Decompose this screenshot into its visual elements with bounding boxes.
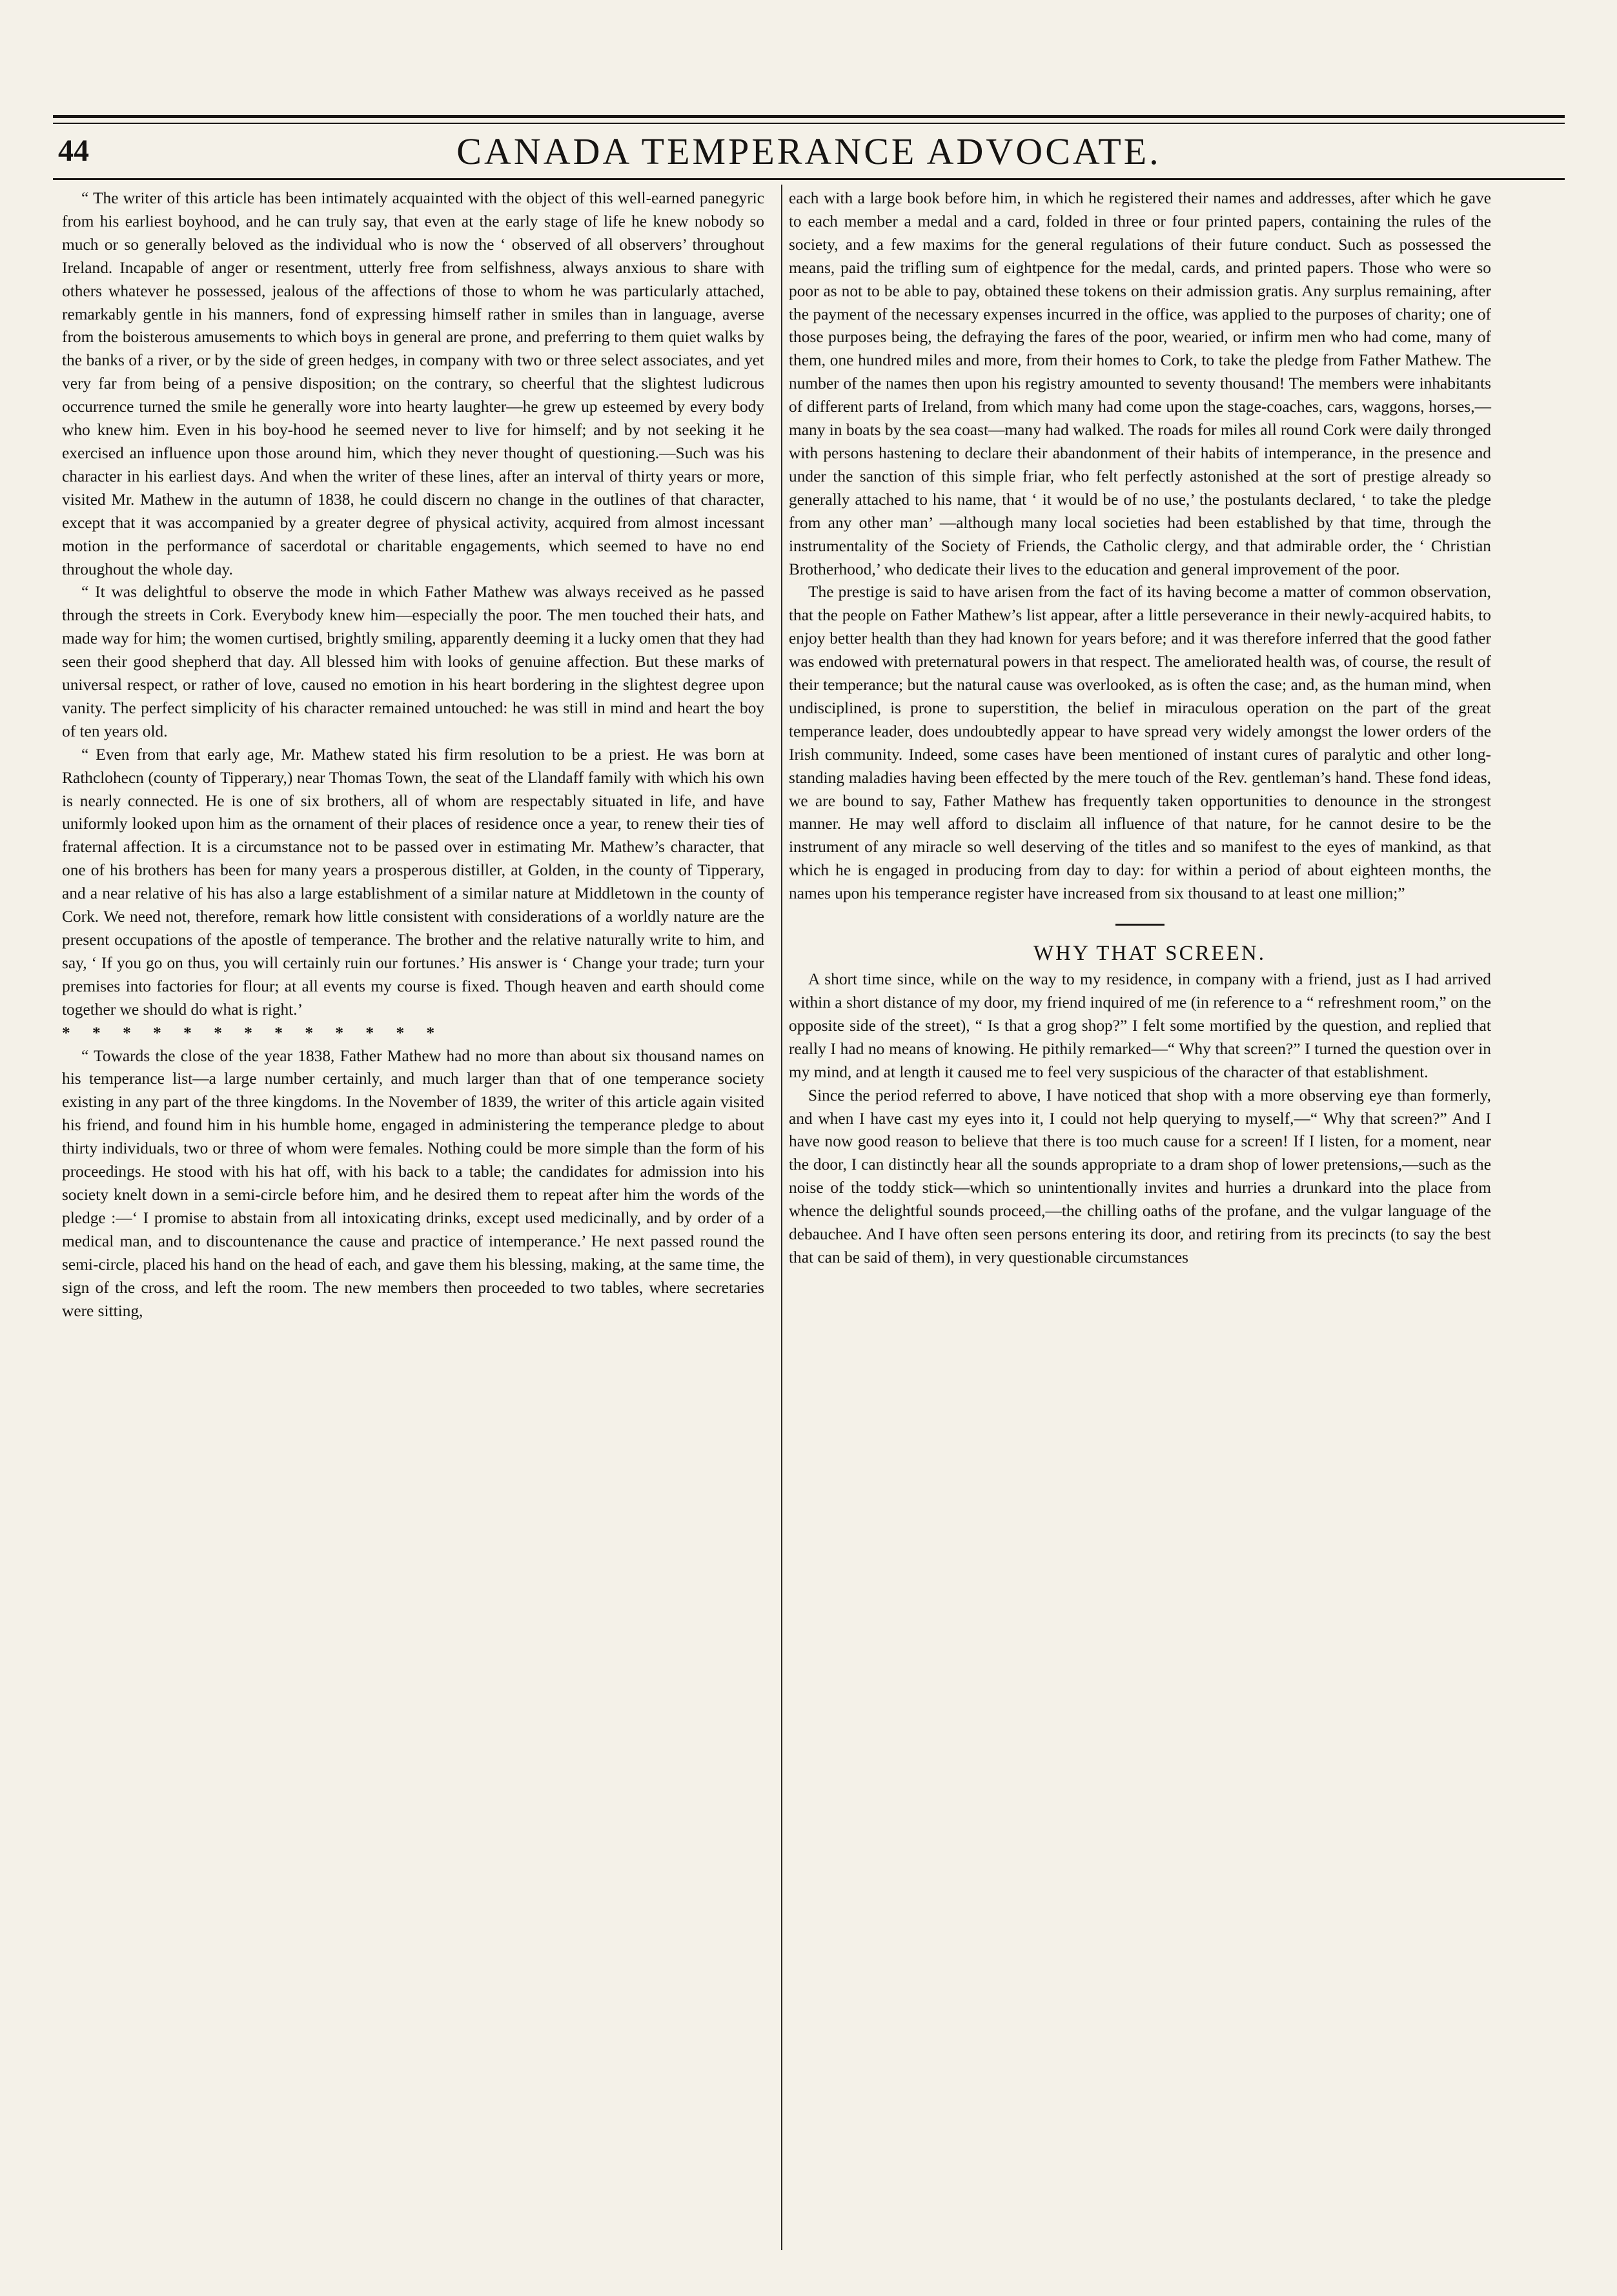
paragraph: Since the period referred to above, I have noticed that shop with a more observing eye than formerly, and when I have cast my eyes into it, I could not help querying to myself,—“ Why that screen?” And I have now good reason to believe that there is too much cause for a screen! If I listen, for a moment, near the door, I can distinctly hear all the sounds appropriate to a dram shop of lower pretensions,—such as the noise of the toddy stick—which so unintentionally invites and hurries a drunkard into the place from whence the delightful sounds proceed,—the chilling oaths of the profane, and the vulgar language of the debauchee. And I have often seen persons entering its door, and retiring from its precincts (to say the best that can be said of them), in very questionable circumstances (789, 1086, 1491, 1266)
paragraph: The prestige is said to have arisen from the fact of its having become a matter of common observation, that the people on Father Mathew’s list appear, after a little perseverance in their newly-acquired habits, to enjoy better health than they had known for years before; and it was therefore inferred that the good father was endowed with preternatural powers in that respect. The ameliorated health was, of course, the result of their temperance; but the natural cause was overlooked, as is often the case; and, as the human mind, when undisciplined, is prone to superstition, the belief in miraculous operation on the part of the great temperance leader, does undoubtedly appear to have spread very widely amongst the lower orders of the Irish community. Indeed, some cases have been mentioned of instant cures of paralytic and other long-standing maladies having been effected by the mere touch of the Rev. gentleman’s hand. These fond ideas, we are bound to say, Father Mathew has frequently taken opportunities to denounce in the strongest manner. He may well afford to disclaim all influence of that nature, for he cannot desire to be the instrument of any miracle so well deserving of the titles and so manifest to the eyes of mankind, as that which he is engaged in producing from day to day: for within a period of about eighteen months, the names upon his temperance register have increased from six thousand to at least one million;” (789, 583, 1491, 903)
page-number: 44 (58, 134, 89, 168)
paragraph: “ Towards the close of the year 1838, Father Mathew had no more than about six thousand names on his temperance list—a large number certainly, and much larger than that of one temperance society existing in any part of the three kingdoms. In the November of 1839, the writer of this article again visited his friend, and found him in his humble home, engaged in administering the temperance pledge to about thirty individuals, two or three of whom were females. Nothing could be more simple than the form of his proceedings. He stood with his hat off, with his back to a table; the candidates for admission into his society knelt down in a semi-circle before him, and he desired them to repeat after him the words of the pledge :—‘ I promise to abstain from all intoxicating drinks, except used medicinally, and by order of a medical man, and to discountenance the cause and practice of intemperance.’ He next passed round the semi-circle, placed his hand on the head of each, and gave them his blessing, making, at the same time, the sign of the cross, and left the room. The new members then proceeded to two tables, where secretaries were sitting, (62, 1046, 764, 1320)
page-header (53, 128, 1565, 176)
asterisk-separator: * * * * * * * * * * * * * (62, 1023, 444, 1042)
column-divider (781, 185, 782, 2250)
article-title: WHY THAT SCREEN. (1033, 942, 1266, 966)
section-divider (1115, 924, 1164, 926)
paragraph: each with a large book before him, in which he registered their names and addresses, after which he gave to each member a medal and a card, folded in three or four printed papers, containing the rules of the society, and a few maxims for the general regulations of their future conduct. Such as possessed the means, paid the trifling sum of eightpence for the medal, cards, and printed papers. Those who were so poor as not to be able to pay, obtained these tokens on their admission gratis. Any surplus remaining, after the payment of the necessary expenses incurred in the office, was applied to the purposes of charity; one of those purposes being, the defraying the fares of the poor, wearied, or infirm men who had come, many of them, one hundred miles and more, from their homes to Cork, to take the pledge from Father Mathew. The number of the names then upon his registry amounted to seventy thousand! The members were inhabitants of different parts of Ireland, from which many had come upon the stage-coaches, cars, waggons, horses,—many in boats by the sea coast—many had walked. The roads for miles all round Cork were daily thronged with persons hastening to declare their abandonment of their habits of intemperance, in the presence and under the sanction of this simple friar, who felt perfectly astonished at the sort of prestige already so generally attached to his name, that ‘ it would be of no use,’ the postulants declared, ‘ to take the pledge from any other man’ —although many local societies had been established by that time, through the instrumentality of the Society of Friends, the Catholic clergy, and that admirable order, the ‘ Christian Brotherhood,’ who dedicate their lives to the education and general improvement of the poor. (789, 189, 1491, 578)
paragraph: “ It was delightful to observe the mode in which Father Mathew was always received as he passed through the streets in Cork. Everybody knew him—especially the poor. The men touched their hats, and made way for him; the women curtised, brightly smiling, apparently deeming it a lucky omen that they had seen their good shepherd that day. All blessed him with looks of genuine affection. But these marks of universal respect, or rather of love, caused no emotion in his heart bordering in the slightest degree upon vanity. The perfect simplicity of his character remained untouched: he was still in mind and heart the boy of ten years old. (62, 583, 765, 740)
paragraph: “ The writer of this article has been intimately acquainted with the object of this well-earned panegyric from his earliest boyhood, and he can truly say, that even at the early stage of life he knew nobody so much or so generally beloved as the individual who is now the ‘ observed of all observers’ throughout Ireland. Incapable of anger or resentment, utterly free from selfishness, always anxious to share with others whatever he possessed, jealous of the affections of those to whom he was particularly attached, remarkably gentle in his manners, fond of expressing himself rather in smiles than in language, averse from the boisterous amusements to which boys in general are prone, and preferring to them quiet walks by the banks of a river, or by the side of green hedges, in company with two or three select associates, and yet very far from being of a pensive disposition; on the contrary, so cheerful that the slightest ludicrous occurrence turned the smile he generally wore into hearty laughter—he grew up esteemed by every body who knew him. Even in his boy-hood he seemed never to live for himself; and by not seeking it he exercised an influence upon those around him, which they never thought of questioning.—Such was his character in his earliest days. And when the writer of these lines, after an interval of thirty years or more, visited Mr. Mathew in the autumn of 1838, he could discern no change in the outlines of that character, except that it was accompanied by a greater degree of physical activity, acquired from almost incessant motion in the performance of sacerdotal or charitable engagements, which seemed to have no end throughout the whole day. (62, 189, 764, 578)
paragraph: “ Even from that early age, Mr. Mathew stated his firm resolution to be a priest. He was born at Rathclohecn (county of Tipperary,) near Thomas Town, the seat of the Llandaff family with which his own is nearly connected. He is one of six brothers, all of whom are respectably situated in life, and have uniformly looked upon him as the ornament of their places of residence once a year, to renew their ties of fraternal affection. It is a circumstance not to be passed over in estimating Mr. Mathew’s character, that one of his brothers has been for many years a prosperous distiller, at Golden, in the county of Tipperary, and a near relative of his has also a large establishment of a similar nature at Middletown in the county of Cork. We need not, therefore, remark how little consistent with considerations of a worldly nature are the present occupations of the apostle of temperance. The brother and the relative naturally write to him, and say, ‘ If you go on thus, you will certainly ruin our fortunes.’ His answer is ‘ Change your trade; turn your premises into factories for flour; at all events my course is fixed. Though heaven and earth should come together we should do what is right.’ (62, 745, 764, 1019)
paragraph: A short time since, while on the way to my residence, in company with a friend, just as I had arrived within a short distance of my door, my friend inquired of me (in reference to a “ refreshment room,” on the opposite side of the street), “ Is that a grog shop?” I felt some mortified by the question, and replied that really I had no means of knowing. He pithily remarked—“ Why that screen?” I turned the question over in my mind, and at length it caused me to feel very suspicious of the character of that establishment. (789, 970, 1491, 1081)
left-column (62, 187, 764, 1323)
masthead-title: CANADA TEMPERANCE ADVOCATE. (456, 130, 1161, 172)
right-column (789, 187, 1491, 1270)
header-rule-thick (53, 115, 1565, 118)
header-rule-bottom (53, 178, 1565, 180)
header-rule-thin (53, 123, 1565, 124)
